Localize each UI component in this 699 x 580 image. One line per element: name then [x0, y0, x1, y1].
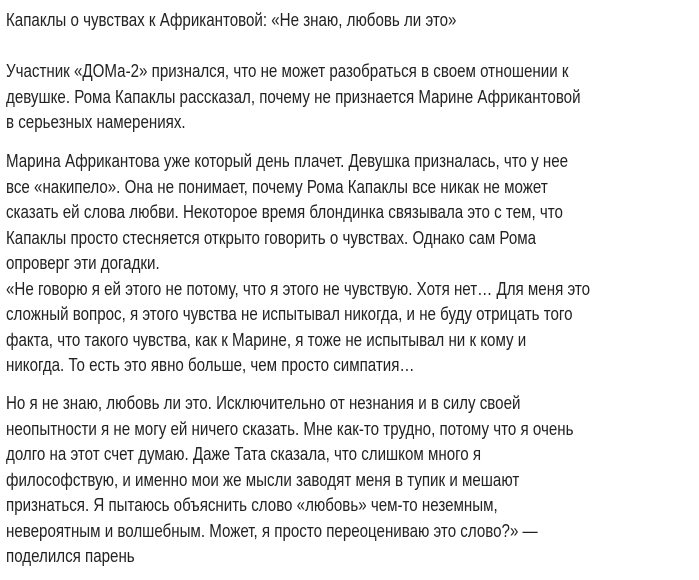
text-line: сказать ей слова любви. Некоторое время блондинка связывала это с тем, что — [6, 202, 563, 222]
quote-line: «Не говорю я ей этого не потому, что я этого не чувствую. Хотя нет… Для меня это — [6, 279, 591, 299]
text-line: Капаклы просто стесняется открыто говорить о чувствах. Однако сам Рома — [6, 228, 537, 248]
quote-line: Но я не знаю, любовь ли это. Исключительно от незнания и в силу своей — [6, 393, 521, 413]
quote-line: факта, что такого чувства, как к Марине, я тоже не испытывал ни к кому и — [6, 330, 527, 350]
quote-line: никогда. То есть это явно больше, чем просто симпатия… — [6, 355, 415, 375]
article-title: Капаклы о чувствах к Африкантовой: «Не знаю, любовь ли это» — [6, 10, 457, 30]
text-line: опроверг эти догадки. — [6, 253, 160, 273]
quote-line: признаться. Я пытаюсь объяснить слово «любовь» чем-то неземным, — [6, 495, 498, 515]
quote-line: сложный вопрос, я этого чувства не испытывал никогда, и не буду отрицать того — [6, 304, 573, 324]
text-line: все «накипело». Она не понимает, почему Рома Капаклы все никак не может — [6, 177, 548, 197]
text-line: в серьезных намерениях. — [6, 112, 186, 132]
quote-line: поделился парень — [6, 546, 135, 566]
quote-line: неопытности я не могу ей ничего сказать. Мне как-то трудно, потому что я очень — [6, 419, 574, 439]
quote-line: невероятным и волшебным. Может, я просто переоцениваю это слово?» — — [6, 521, 538, 541]
quote-line: философствую, и именно мои же мысли заводят меня в тупик и мешают — [6, 470, 520, 490]
text-line: девушке. Рома Капаклы рассказал, почему не признается Марине Африкантовой — [6, 87, 581, 107]
text-line: Марина Африкантова уже который день плачет. Девушка призналась, что у нее — [6, 151, 569, 171]
quote-line: долго на этот счет думаю. Даже Тата сказала, что слишком много я — [6, 444, 482, 464]
text-line: Участник «ДОМа-2» признался, что не может разобраться в своем отношении к — [6, 61, 569, 81]
